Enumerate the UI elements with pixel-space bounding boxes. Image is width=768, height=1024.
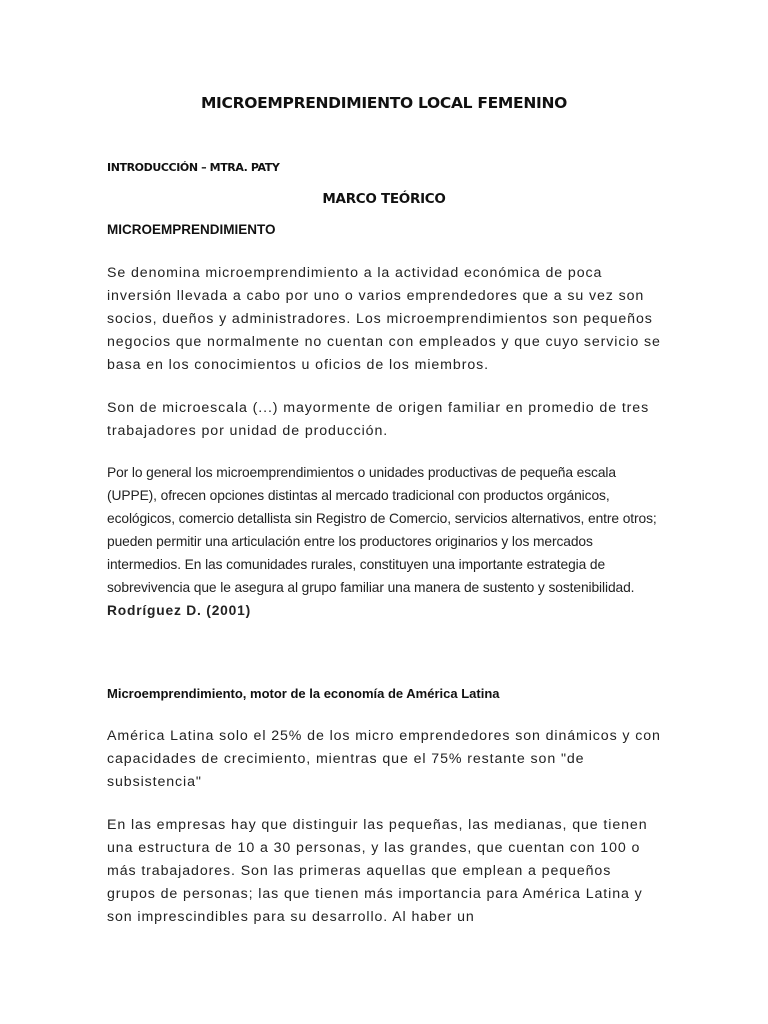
paragraph-america-latina: América Latina solo el 25% de los micro emprendedores son dinámicos y con capacidades de crecimiento, mientras que el 75% restante son "de subsistencia" [107, 728, 661, 790]
paragraph-uppe [107, 461, 667, 622]
intro-line: INTRODUCCIÓN – MTRA. PATY [107, 161, 280, 174]
paragraph-empresas: En las empresas hay que distinguir las pequeñas, las medianas, que tienen una estructura de 10 a 30 personas, y las grandes, que cuentan con 100 o más trabajadores. Son las primeras aquellas que emplean a pequeños grupos de personas; las que tienen más importancia para América Latina y son imprescindibles para su desarrollo. Al haber un [107, 817, 648, 925]
citation: Rodríguez D. (2001) [107, 603, 251, 618]
heading-microemprendimiento: MICROEMPRENDIMIENTO [107, 222, 276, 237]
section-title: MARCO TEÓRICO [322, 191, 446, 207]
paragraph-definition: Se denomina microemprendimiento a la actividad económica de poca inversión llevada a cabo por uno o varios emprendedores que a su vez son socios, dueños y administradores. Los microemprendimientos son pequeños negocios que normalmente no cuentan con empleados y que cuyo servicio se basa en los conocimientos u oficios de los miembros. [107, 265, 661, 373]
paragraph-uppe-text: Por lo general los microemprendimientos o unidades productivas de pequeña escala (UPPE), ofrecen opciones distintas al mercado tradicional con productos orgánicos, ecológicos, comercio detallista sin Registro de Comercio, servicios alternativos, entre otros; pueden permitir una articulación entre los productores originarios y los mercados intermedios. En las comunidades rurales, constituyen una importante estrategia de sobrevivencia que le asegura al grupo familiar una manera de sustento y sostenibilidad. [107, 465, 657, 595]
document-title: MICROEMPRENDIMIENTO LOCAL FEMENINO [200, 94, 568, 112]
heading-america-latina: Microemprendimiento, motor de la economía de América Latina [107, 686, 500, 701]
paragraph-microescala: Son de microescala (...) mayormente de origen familiar en promedio de tres trabajadores por unidad de producción. [107, 400, 650, 439]
